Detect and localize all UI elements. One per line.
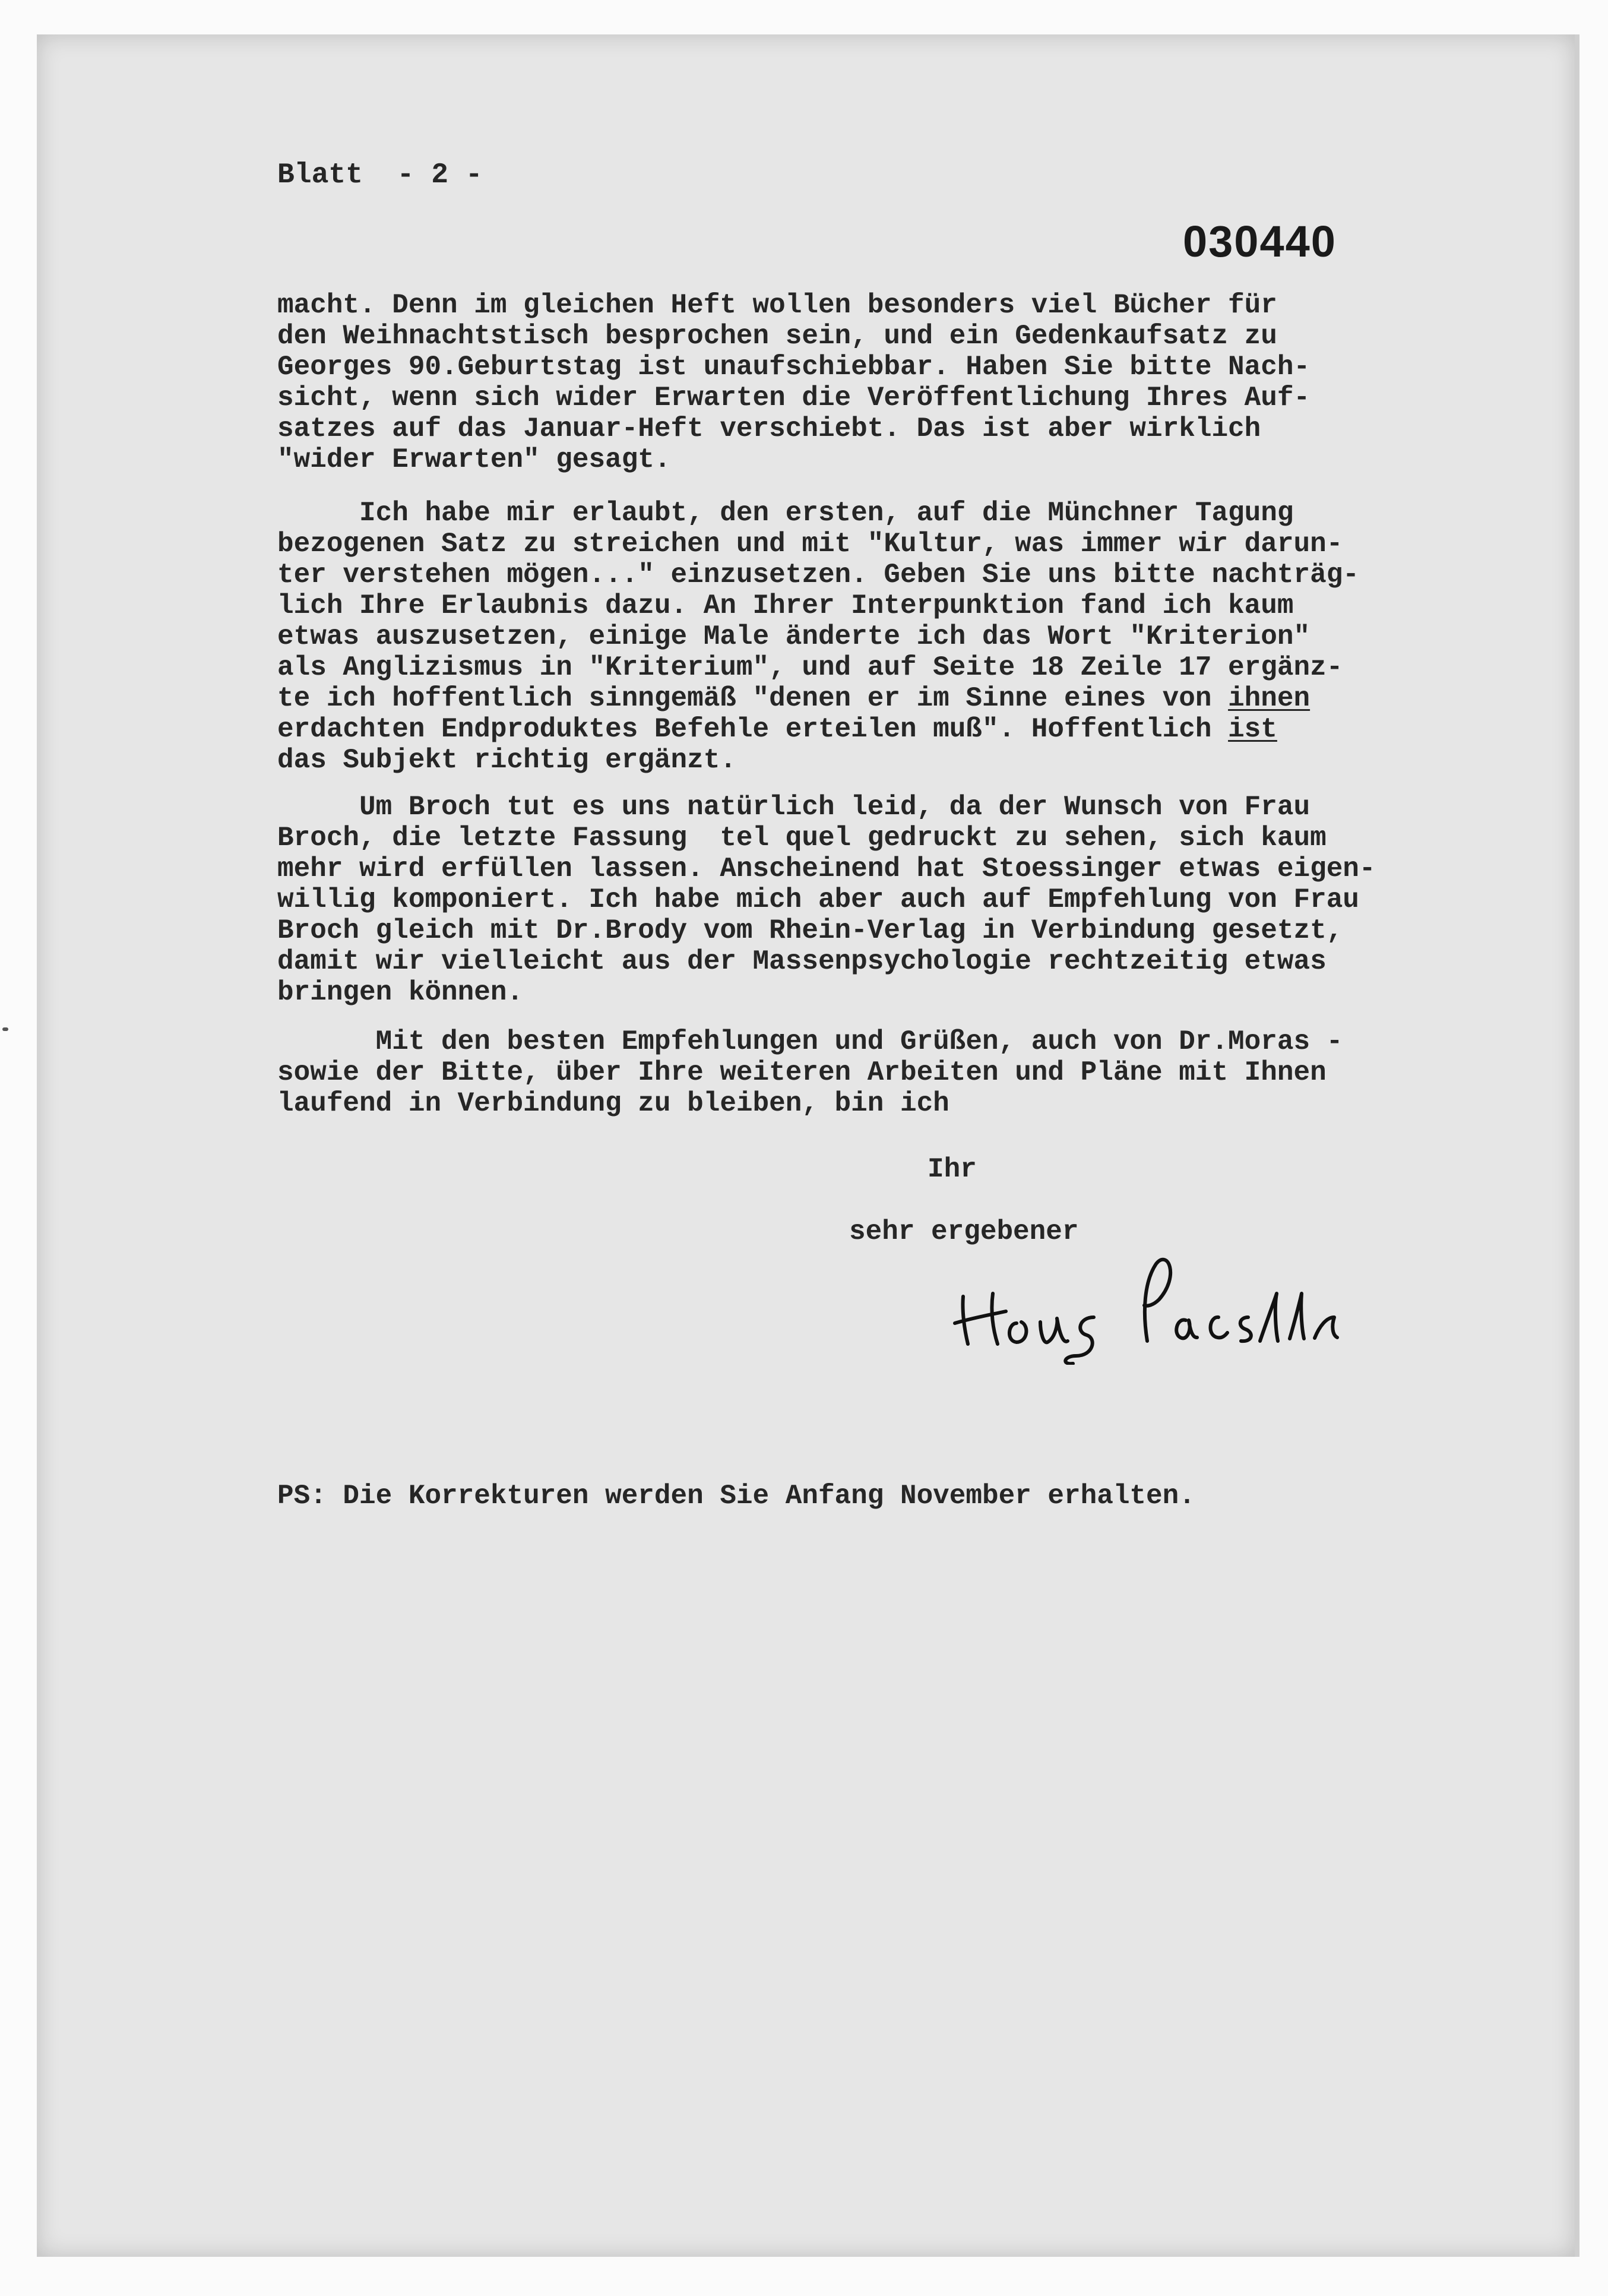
paragraph-3 bbox=[277, 792, 1376, 1008]
line: bringen können. bbox=[277, 977, 524, 1008]
line: macht. Denn im gleichen Heft wollen besonders viel Bücher für bbox=[277, 290, 1277, 321]
line: Mit den besten Empfehlungen und Grüßen, auch von Dr.Moras - bbox=[277, 1026, 1343, 1057]
paragraph-1 bbox=[277, 290, 1310, 475]
line: Georges 90.Geburtstag ist unaufschiebbar. Haben Sie bitte Nach- bbox=[277, 352, 1311, 382]
line: Um Broch tut es uns natürlich leid, da der Wunsch von Frau bbox=[277, 792, 1311, 823]
document-number-stamp: 030440 bbox=[1183, 217, 1337, 266]
paragraph-2 bbox=[277, 498, 1359, 776]
line: bezogenen Satz zu streichen und mit "Kultur, was immer wir darun- bbox=[277, 529, 1343, 559]
line: das Subjekt richtig ergänzt. bbox=[277, 745, 736, 776]
line: willig komponiert. Ich habe mich aber auch auf Empfehlung von Frau bbox=[277, 884, 1359, 915]
line: lich Ihre Erlaubnis dazu. An Ihrer Interpunktion fand ich kaum bbox=[277, 590, 1294, 621]
line: sowie der Bitte, über Ihre weiteren Arbeiten und Pläne mit Ihnen bbox=[277, 1057, 1327, 1088]
line: mehr wird erfüllen lassen. Anscheinend hat Stoessinger etwas eigen- bbox=[277, 853, 1376, 884]
line: ter verstehen mögen..." einzusetzen. Geben Sie uns bitte nachträg- bbox=[277, 559, 1359, 590]
paragraph-4 bbox=[277, 1026, 1343, 1119]
closing-phrase: sehr ergebener bbox=[849, 1216, 1079, 1247]
line: sicht, wenn sich wider Erwarten die Veröffentlichung Ihres Auf- bbox=[277, 382, 1311, 413]
line: als Anglizismus in "Kriterium", und auf Seite 18 Zeile 17 ergänz- bbox=[277, 652, 1343, 683]
underlined-word: ihnen bbox=[1228, 683, 1311, 714]
line: Broch, die letzte Fassung tel quel gedruckt zu sehen, sich kaum bbox=[277, 823, 1327, 853]
letter-sheet bbox=[37, 34, 1579, 2257]
line: erdachten Endproduktes Befehle erteilen muß". Hoffentlich bbox=[277, 714, 1229, 745]
line: Ich habe mir erlaubt, den ersten, auf die Münchner Tagung bbox=[277, 498, 1294, 529]
line: "wider Erwarten" gesagt. bbox=[277, 444, 671, 475]
page-label: Blatt - 2 - bbox=[277, 159, 483, 191]
line: etwas auszusetzen, einige Male änderte ich das Wort "Kriterion" bbox=[277, 621, 1311, 652]
postscript: PS: Die Korrekturen werden Sie Anfang November erhalten. bbox=[277, 1481, 1195, 1511]
line: damit wir vielleicht aus der Massenpsychologie rechtzeitig etwas bbox=[277, 946, 1327, 977]
line: te ich hoffentlich sinngemäß "denen er im Sinne eines von bbox=[277, 683, 1229, 714]
line: den Weihnachtstisch besprochen sein, und ein Gedenkaufsatz zu bbox=[277, 321, 1277, 352]
underlined-word: ist bbox=[1228, 714, 1277, 745]
line: Broch gleich mit Dr.Brody vom Rhein-Verlag in Verbindung gesetzt, bbox=[277, 915, 1343, 946]
line: satzes auf das Januar-Heft verschiebt. Das ist aber wirklich bbox=[277, 413, 1261, 444]
line: laufend in Verbindung zu bleiben, bin ich bbox=[277, 1088, 949, 1119]
handwritten-signature bbox=[951, 1228, 1379, 1365]
scan-mark bbox=[2, 1027, 8, 1031]
closing-salutation: Ihr bbox=[928, 1154, 977, 1185]
